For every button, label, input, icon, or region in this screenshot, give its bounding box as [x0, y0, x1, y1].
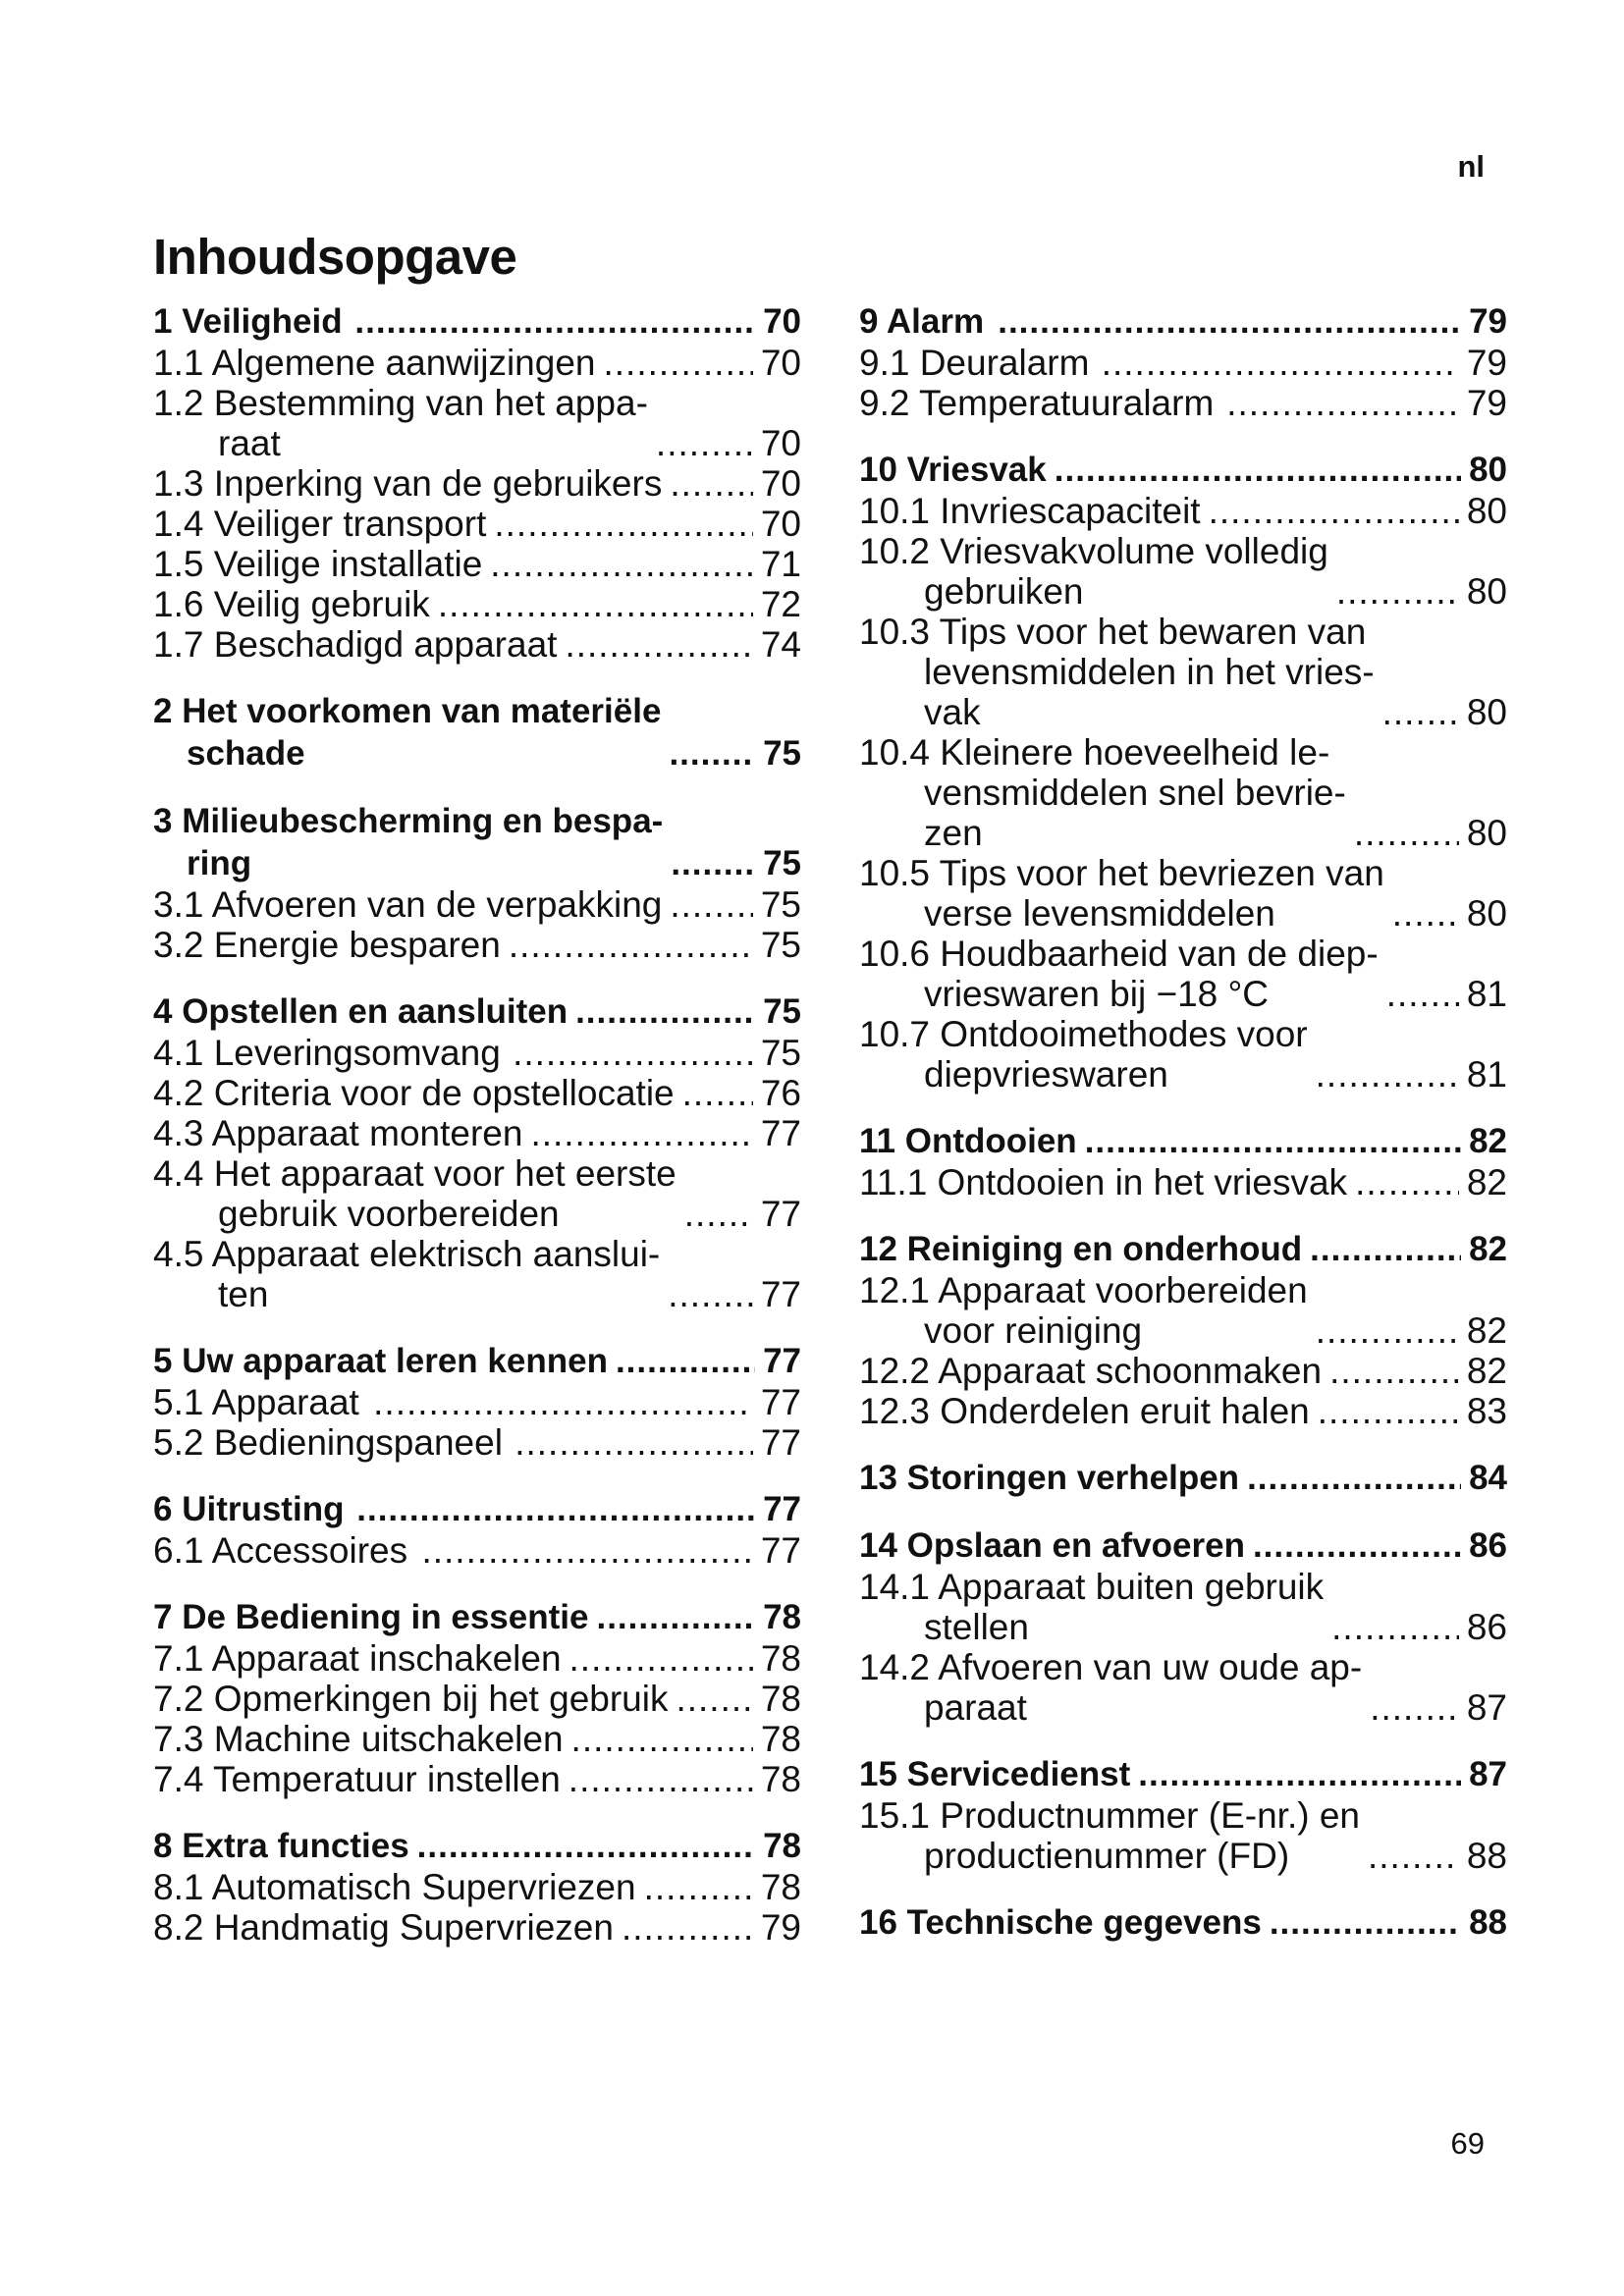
- toc-entry-page: 78: [763, 1827, 801, 1865]
- toc-entry-label: 3.2 Energie besparen: [153, 925, 501, 965]
- toc-entry-label: 7.2 Opmerkingen bij het gebruik: [153, 1679, 669, 1719]
- toc-entry-page: 82: [1466, 1310, 1507, 1351]
- dot-leader: [1382, 692, 1459, 732]
- toc-entry-6[interactable]: [153, 1488, 801, 1530]
- toc-entry-page: 86: [1469, 1526, 1507, 1565]
- toc-entry-label: 1.2 Bestemming van het appa- raat: [153, 383, 648, 463]
- toc-entry-page: 75: [760, 1033, 801, 1073]
- dot-leader: [670, 884, 753, 925]
- toc-entry-label: 10.5 Tips voor het bevriezen van verse levensmiddelen: [859, 853, 1384, 934]
- toc-entry-label: 9.2 Temperatuuralarm: [859, 383, 1215, 423]
- toc-entry-label: 10.4 Kleinere hoeveelheid le- vensmiddelen snel bevrie- zen: [859, 732, 1346, 853]
- dot-leader: [1316, 1310, 1459, 1351]
- dot-leader: [509, 925, 753, 965]
- toc-entry-page: 80: [1466, 491, 1507, 531]
- toc-entry-label: 7 De Bediening in essentie: [153, 1598, 589, 1636]
- dot-leader: [565, 624, 752, 665]
- toc-entry-10-7[interactable]: [859, 1014, 1507, 1095]
- dot-leader: [421, 1530, 752, 1571]
- toc-entry-1-2[interactable]: [153, 383, 801, 463]
- dot-leader: [438, 584, 753, 624]
- toc-entry-label: 12.1 Apparaat voorbereiden voor reiniging: [859, 1270, 1308, 1351]
- toc-entry-page: 78: [760, 1679, 801, 1719]
- toc-entry-10-2[interactable]: [859, 531, 1507, 612]
- dot-leader: [604, 343, 753, 383]
- toc-entry-page: 79: [1469, 302, 1507, 341]
- toc-entry-page: 77: [760, 1422, 801, 1463]
- dot-leader: [575, 990, 755, 1033]
- toc-entry-label: 8.1 Automatisch Supervriezen: [153, 1867, 636, 1907]
- toc-entry-10-5[interactable]: [859, 853, 1507, 934]
- toc-entry-label: 11.1 Ontdooien in het vriesvak: [859, 1162, 1348, 1202]
- toc-entry-10-3[interactable]: [859, 612, 1507, 732]
- dot-leader: [1102, 343, 1459, 383]
- toc-entry-label: 9 Alarm: [859, 302, 985, 341]
- toc-entry-page: 75: [763, 734, 801, 773]
- dot-leader: [417, 1825, 755, 1867]
- dot-leader: [1310, 1228, 1461, 1270]
- toc-entry-label: 8.2 Handmatig Supervriezen: [153, 1907, 614, 1948]
- toc-entry-label: 1.4 Veiliger transport: [153, 504, 487, 544]
- toc-entry-label: 10 Vriesvak: [859, 451, 1047, 489]
- toc-entry-14-2[interactable]: [859, 1647, 1507, 1728]
- toc-entry-page: 70: [760, 423, 801, 463]
- language-tag: nl: [1457, 149, 1485, 184]
- dot-leader: [616, 1340, 755, 1382]
- toc-entry-8-2[interactable]: [153, 1907, 801, 1948]
- toc-entry-10-1[interactable]: [859, 491, 1507, 531]
- toc-entry-page: 77: [760, 1382, 801, 1422]
- dot-leader: [1055, 449, 1461, 491]
- dot-leader: [1247, 1457, 1461, 1499]
- toc-entry-page: 71: [760, 544, 801, 584]
- toc-section: [859, 1120, 1507, 1202]
- page-title: Inhoudsopgave: [153, 229, 517, 285]
- toc-entry-14[interactable]: [859, 1524, 1507, 1567]
- toc-entry-label: 12.2 Apparaat schoonmaken: [859, 1351, 1323, 1391]
- toc-entry-page: 75: [763, 844, 801, 882]
- toc-entry-label: 4 Opstellen en aansluiten: [153, 992, 568, 1031]
- toc-entry-label: 10.2 Vriesvakvolume volledig gebruiken: [859, 531, 1328, 612]
- toc-entry-5-2[interactable]: [153, 1422, 801, 1463]
- dot-leader: [998, 300, 1461, 343]
- toc-entry-page: 77: [760, 1274, 801, 1314]
- toc-entry-page: 77: [763, 1490, 801, 1528]
- toc-entry-label: 3.1 Afvoeren van de verpakking: [153, 884, 663, 925]
- toc-entry-5[interactable]: [153, 1340, 801, 1382]
- toc-entry-page: 87: [1469, 1755, 1507, 1793]
- toc-column-right: [859, 300, 1507, 1969]
- dot-leader: [1329, 1351, 1459, 1391]
- toc-entry-label: 3 Milieubescherming en bespa- ring: [153, 802, 664, 882]
- dot-leader: [513, 1033, 753, 1073]
- toc-entry-page: 72: [760, 584, 801, 624]
- toc-entry-7[interactable]: [153, 1596, 801, 1638]
- toc-entry-label: 8 Extra functies: [153, 1827, 409, 1865]
- toc-section: [153, 300, 801, 665]
- toc-entry-label: 4.1 Leveringsomvang: [153, 1033, 501, 1073]
- toc-entry-11-1[interactable]: [859, 1162, 1507, 1202]
- toc-entry-page: 80: [1466, 571, 1507, 612]
- toc-entry-page: 88: [1466, 1836, 1507, 1876]
- dot-leader: [671, 842, 755, 884]
- toc-entry-label: 5 Uw apparaat leren kennen: [153, 1342, 608, 1380]
- toc-entry-page: 79: [1466, 383, 1507, 423]
- toc-entry-label: 1.1 Algemene aanwijzingen: [153, 343, 596, 383]
- toc-entry-label: 4.4 Het apparaat voor het eerste gebruik voorbereiden: [153, 1153, 677, 1234]
- toc-entry-label: 10.1 Invriescapaciteit: [859, 491, 1201, 531]
- toc-section: [153, 1596, 801, 1799]
- toc-column-left: [153, 300, 801, 1973]
- toc-entry-page: 79: [760, 1907, 801, 1948]
- dot-leader: [676, 1679, 752, 1719]
- toc-entry-3-2[interactable]: [153, 925, 801, 965]
- toc-entry-page: 78: [760, 1719, 801, 1759]
- toc-section: [859, 449, 1507, 1095]
- toc-entry-7-2[interactable]: [153, 1679, 801, 1719]
- toc-entry-label: 15.1 Productnummer (E-nr.) en productienummer (FD): [859, 1795, 1360, 1876]
- dot-leader: [490, 544, 753, 584]
- toc-entry-label: 4.5 Apparaat elektrisch aanslui- ten: [153, 1234, 661, 1314]
- toc-entry-10[interactable]: [859, 449, 1507, 491]
- toc-entry-4-2[interactable]: [153, 1073, 801, 1113]
- toc-entry-1-4[interactable]: [153, 504, 801, 544]
- dot-leader: [1085, 1120, 1461, 1162]
- toc-entry-page: 77: [760, 1194, 801, 1234]
- toc-entry-page: 82: [1469, 1122, 1507, 1160]
- dot-leader: [1354, 813, 1459, 853]
- toc-entry-page: 82: [1466, 1351, 1507, 1391]
- toc-entry-label: 14 Opslaan en afvoeren: [859, 1526, 1245, 1565]
- toc-entry-page: 78: [763, 1598, 801, 1636]
- toc-entry-1-3[interactable]: [153, 463, 801, 504]
- toc-entry-5-1[interactable]: [153, 1382, 801, 1422]
- toc-entry-page: 77: [760, 1530, 801, 1571]
- toc-entry-page: 75: [763, 992, 801, 1031]
- toc-section: [859, 1901, 1507, 1944]
- dot-leader: [622, 1907, 753, 1948]
- dot-leader: [1318, 1391, 1459, 1431]
- toc-entry-page: 70: [760, 343, 801, 383]
- toc-section: [153, 1488, 801, 1571]
- toc-entry-16[interactable]: [859, 1901, 1507, 1944]
- toc-entry-label: 2 Het voorkomen van materiële schade: [153, 692, 662, 773]
- dot-leader: [668, 1274, 753, 1314]
- toc-entry-page: 83: [1466, 1391, 1507, 1431]
- dot-leader: [1270, 1901, 1461, 1944]
- toc-entry-label: 10.7 Ontdooimethodes voor diepvrieswaren: [859, 1014, 1308, 1095]
- dot-leader: [514, 1422, 753, 1463]
- toc-entry-15[interactable]: [859, 1753, 1507, 1795]
- toc-entry-label: 1.7 Beschadigd apparaat: [153, 624, 558, 665]
- toc-entry-page: 78: [760, 1638, 801, 1679]
- toc-entry-page: 75: [760, 925, 801, 965]
- toc-entry-4[interactable]: [153, 990, 801, 1033]
- toc-section: [153, 990, 801, 1314]
- dot-leader: [1253, 1524, 1461, 1567]
- toc-entry-label: 7.4 Temperatuur instellen: [153, 1759, 561, 1799]
- toc-entry-label: 1.3 Inperking van de gebruikers: [153, 463, 663, 504]
- toc-entry-label: 4.2 Criteria voor de opstellocatie: [153, 1073, 675, 1113]
- toc-entry-6-1[interactable]: [153, 1530, 801, 1571]
- toc-entry-12-3[interactable]: [859, 1391, 1507, 1431]
- toc-entry-page: 70: [763, 302, 801, 341]
- toc-entry-label: 5.2 Bedieningspaneel: [153, 1422, 503, 1463]
- toc-entry-7-4[interactable]: [153, 1759, 801, 1799]
- dot-leader: [1209, 491, 1459, 531]
- toc-entry-label: 1 Veiligheid: [153, 302, 343, 341]
- toc-entry-label: 4.3 Apparaat monteren: [153, 1113, 523, 1153]
- toc-entry-label: 15 Servicedienst: [859, 1755, 1131, 1793]
- toc-section: [859, 1228, 1507, 1431]
- dot-leader: [669, 732, 755, 774]
- toc-entry-12-1[interactable]: [859, 1270, 1507, 1351]
- toc-entry-14-1[interactable]: [859, 1567, 1507, 1647]
- toc-section: [859, 1457, 1507, 1499]
- toc-entry-page: 80: [1466, 692, 1507, 732]
- toc-entry-2[interactable]: [153, 690, 801, 774]
- dot-leader: [494, 504, 752, 544]
- toc-entry-8[interactable]: [153, 1825, 801, 1867]
- toc-section: [859, 1524, 1507, 1728]
- dot-leader: [354, 300, 755, 343]
- toc-entry-label: 12.3 Onderdelen eruit halen: [859, 1391, 1310, 1431]
- dot-leader: [356, 1488, 755, 1530]
- toc-entry-page: 78: [760, 1867, 801, 1907]
- dot-leader: [656, 423, 753, 463]
- dot-leader: [1386, 974, 1459, 1014]
- toc-entry-page: 76: [760, 1073, 801, 1113]
- dot-leader: [1331, 1607, 1459, 1647]
- dot-leader: [373, 1382, 753, 1422]
- toc-entry-page: 80: [1469, 451, 1507, 489]
- toc-section: [153, 1340, 801, 1463]
- toc-section: [153, 1825, 801, 1948]
- toc-entry-page: 70: [760, 463, 801, 504]
- toc-entry-1[interactable]: [153, 300, 801, 343]
- toc-entry-label: 14.2 Afvoeren van uw oude ap- paraat: [859, 1647, 1363, 1728]
- toc-entry-page: 78: [760, 1759, 801, 1799]
- toc-entry-4-4[interactable]: [153, 1153, 801, 1234]
- page-number: 69: [1450, 2126, 1485, 2161]
- toc-entry-page: 77: [760, 1113, 801, 1153]
- toc-entry-label: 14.1 Apparaat buiten gebruik stellen: [859, 1567, 1325, 1647]
- toc-entry-12-2[interactable]: [859, 1351, 1507, 1391]
- dot-leader: [644, 1867, 753, 1907]
- toc-entry-label: 6.1 Accessoires: [153, 1530, 408, 1571]
- toc-section: [859, 300, 1507, 423]
- toc-entry-11[interactable]: [859, 1120, 1507, 1162]
- toc-entry-label: 1.6 Veilig gebruik: [153, 584, 430, 624]
- toc-entry-page: 70: [760, 504, 801, 544]
- toc-entry-label: 16 Technische gegevens: [859, 1903, 1262, 1942]
- toc-entry-page: 86: [1466, 1607, 1507, 1647]
- toc-entry-1-6[interactable]: [153, 584, 801, 624]
- toc-entry-page: 77: [763, 1342, 801, 1380]
- toc-entry-label: 9.1 Deuralarm: [859, 343, 1090, 383]
- dot-leader: [571, 1719, 753, 1759]
- dot-leader: [1368, 1836, 1459, 1876]
- toc-entry-label: 10.3 Tips voor het bewaren van levensmiddelen in het vries- vak: [859, 612, 1375, 732]
- toc-entry-page: 75: [760, 884, 801, 925]
- dot-leader: [1336, 571, 1459, 612]
- toc-entry-4-1[interactable]: [153, 1033, 801, 1073]
- toc-entry-page: 82: [1466, 1162, 1507, 1202]
- toc-entry-page: 74: [760, 624, 801, 665]
- toc-entry-7-1[interactable]: [153, 1638, 801, 1679]
- dot-leader: [568, 1759, 753, 1799]
- dot-leader: [682, 1073, 753, 1113]
- dot-leader: [530, 1113, 752, 1153]
- toc-entry-page: 81: [1466, 1054, 1507, 1095]
- toc-entry-page: 88: [1469, 1903, 1507, 1942]
- dot-leader: [670, 463, 753, 504]
- dot-leader: [596, 1596, 755, 1638]
- toc-entry-page: 80: [1466, 893, 1507, 934]
- toc-entry-page: 81: [1466, 974, 1507, 1014]
- toc-section: [153, 690, 801, 774]
- dot-leader: [1392, 893, 1459, 934]
- toc-entry-label: 11 Ontdooien: [859, 1122, 1077, 1160]
- toc-entry-page: 79: [1466, 343, 1507, 383]
- toc-entry-1-5[interactable]: [153, 544, 801, 584]
- dot-leader: [1226, 383, 1459, 423]
- toc-entry-label: 10.6 Houdbaarheid van de diep- vrieswaren bij −18 °C: [859, 934, 1379, 1014]
- toc-entry-1-1[interactable]: [153, 343, 801, 383]
- toc-entry-8-1[interactable]: [153, 1867, 801, 1907]
- dot-leader: [1370, 1687, 1459, 1728]
- dot-leader: [1355, 1162, 1459, 1202]
- dot-leader: [1138, 1753, 1461, 1795]
- toc-entry-label: 7.3 Machine uitschakelen: [153, 1719, 564, 1759]
- toc-entry-label: 12 Reiniging en onderhoud: [859, 1230, 1303, 1268]
- toc-section: [859, 1753, 1507, 1876]
- dot-leader: [1316, 1054, 1459, 1095]
- toc-section: [153, 800, 801, 965]
- toc-entry-page: 80: [1466, 813, 1507, 853]
- toc-entry-label: 13 Storingen verhelpen: [859, 1459, 1240, 1497]
- toc-entry-12[interactable]: [859, 1228, 1507, 1270]
- toc-entry-10-6[interactable]: [859, 934, 1507, 1014]
- toc-entry-9-1[interactable]: [859, 343, 1507, 383]
- toc-entry-3-1[interactable]: [153, 884, 801, 925]
- toc-entry-4-3[interactable]: [153, 1113, 801, 1153]
- dot-leader: [569, 1638, 753, 1679]
- toc-entry-label: 1.5 Veilige installatie: [153, 544, 483, 584]
- toc-entry-4-5[interactable]: [153, 1234, 801, 1314]
- toc-entry-13[interactable]: [859, 1457, 1507, 1499]
- toc-entry-10-4[interactable]: [859, 732, 1507, 853]
- toc-entry-page: 82: [1469, 1230, 1507, 1268]
- toc-entry-page: 87: [1466, 1687, 1507, 1728]
- toc-entry-1-7[interactable]: [153, 624, 801, 665]
- toc-entry-3[interactable]: [153, 800, 801, 884]
- toc-entry-7-3[interactable]: [153, 1719, 801, 1759]
- toc-entry-label: 7.1 Apparaat inschakelen: [153, 1638, 562, 1679]
- dot-leader: [684, 1194, 753, 1234]
- toc-entry-15-1[interactable]: [859, 1795, 1507, 1876]
- toc-entry-label: 6 Uitrusting: [153, 1490, 345, 1528]
- toc-entry-9[interactable]: [859, 300, 1507, 343]
- toc-entry-9-2[interactable]: [859, 383, 1507, 423]
- toc-entry-label: 5.1 Apparaat: [153, 1382, 359, 1422]
- toc-entry-page: 84: [1469, 1459, 1507, 1497]
